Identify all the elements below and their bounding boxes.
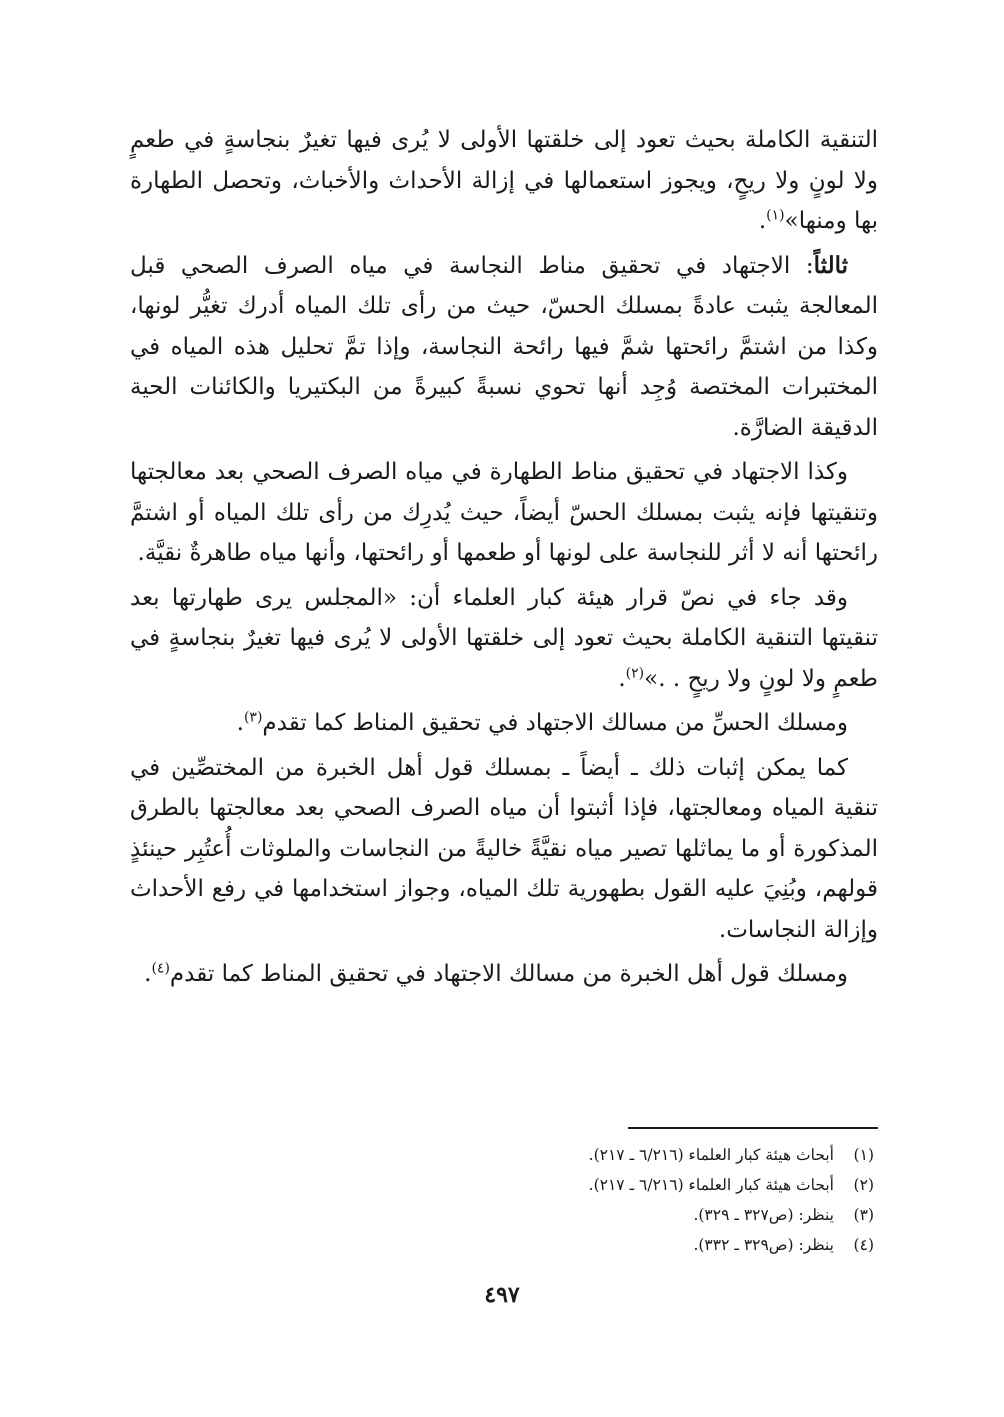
paragraph-7-text: ومسلك قول أهل الخبرة من مسالك الاجتهاد في تحقيق المناط كما تقدم — [169, 961, 848, 987]
paragraph-3 — [130, 452, 878, 574]
main-text — [130, 120, 878, 999]
footnote-2 — [134, 1170, 874, 1200]
footnote-ref-4[interactable]: (٤) — [151, 960, 170, 977]
paragraph-2 — [130, 246, 878, 449]
footnote-number: (٤) — [853, 1236, 874, 1254]
paragraph-1-tail: . — [758, 208, 767, 234]
paragraph-4-tail: . — [618, 665, 626, 692]
footnote-number: (٢) — [853, 1176, 874, 1194]
footnote-ref-1[interactable]: (١) — [766, 207, 785, 224]
paragraph-7-tail: . — [144, 961, 152, 987]
paragraph-4-text: وقد جاء في نصّ قرار هيئة كبار العلماء أن: «المجلس يرى طهارتها بعد تنقيتها التنقية الكاملة بحيث تعود إلى خلقتها الأولى لا يُرى فيها تغيرٌ بنجاسةٍ في طعمٍ ولا لونٍ ولا ريحٍ . .» — [130, 584, 878, 692]
paragraph-7 — [130, 954, 878, 995]
footnote-1 — [134, 1140, 874, 1170]
footnote-number: (١) — [853, 1146, 874, 1164]
footnote-ref-2[interactable]: (٢) — [625, 664, 645, 681]
footnote-text: أبحاث هيئة كبار العلماء (٦/٢١٦ ـ ٢١٧). — [588, 1146, 834, 1164]
footnote-4 — [134, 1230, 874, 1260]
footnote-separator — [628, 1127, 878, 1129]
paragraph-6 — [130, 748, 878, 951]
paragraph-3-text: وكذا الاجتهاد في تحقيق مناط الطهارة في مياه الصرف الصحي بعد معالجتها وتنقيتها فإنه يثبت بمسلك الحسّ أيضاً، حيث يُدرِك من رأى تلك المياه أو اشتمَّ رائحتها أنه لا أثر للنجاسة على لونها أو طعمها أو رائحتها، وأنها مياه طاهرةٌ نقيَّة. — [130, 459, 878, 566]
footnote-text: ينظر: (ص٣٢٧ ـ ٣٢٩). — [693, 1206, 834, 1224]
paragraph-1 — [130, 120, 878, 242]
paragraph-4 — [130, 578, 878, 700]
paragraph-2-text: : الاجتهاد في تحقيق مناط النجاسة في مياه الصرف الصحي قبل المعالجة يثبت عادةً بمسلك الحسّ، حيث من رأى تلك المياه أدرك تغيُّر لونها، وكذا من اشتمَّ رائحتها شمَّ فيها رائحة النجاسة، وإذا تمَّ تحليل هذه المياه في المختبرات المختصة وُجِد أنها تحوي نسبةً كبيرةً من البكتيريا والكائنات الحية الدقيقة الضارَّة. — [130, 252, 878, 441]
paragraph-6-text: كما يمكن إثبات ذلك ـ أيضاً ـ بمسلك قول أهل الخبرة من المختصِّين في تنقية المياه ومعالجتها، فإذا أثبتوا أن مياه الصرف الصحي بعد معالجتها بالطرق المذكورة أو ما يماثلها تصير مياه نقيَّةً خاليةً من النجاسات والملوثات أُعتُبِر حينئذٍ قولهم، وبُنِيَ عليه القول بطهورية تلك المياه، وجواز استخدامها في رفع الأحداث وإزالة النجاسات. — [130, 754, 878, 943]
footnotes — [134, 1140, 874, 1260]
footnote-text: أبحاث هيئة كبار العلماء (٦/٢١٦ ـ ٢١٧). — [588, 1176, 834, 1194]
paragraph-1-text: التنقية الكاملة بحيث تعود إلى خلقتها الأولى لا يُرى فيها تغيرٌ بنجاسةٍ في طعمٍ ولا لونٍ ولا ريحٍ، ويجوز استعمالها في إزالة الأحداث والأخباث، وتحصل الطهارة بها ومنها» — [130, 127, 878, 234]
footnote-3 — [134, 1200, 874, 1230]
footnote-number: (٣) — [853, 1206, 874, 1224]
footnote-text: ينظر: (ص٣٢٩ ـ ٣٣٢). — [693, 1236, 834, 1254]
section-lead-thirdly: ثالثاً — [813, 251, 848, 279]
paragraph-5 — [130, 703, 878, 744]
footnote-ref-3[interactable]: (٣) — [243, 709, 263, 726]
page-number: ٤٩٧ — [484, 1282, 520, 1308]
paragraph-5-tail: . — [236, 710, 244, 736]
paragraph-5-text: ومسلك الحسِّ من مسالك الاجتهاد في تحقيق المناط كما تقدم — [262, 710, 848, 736]
